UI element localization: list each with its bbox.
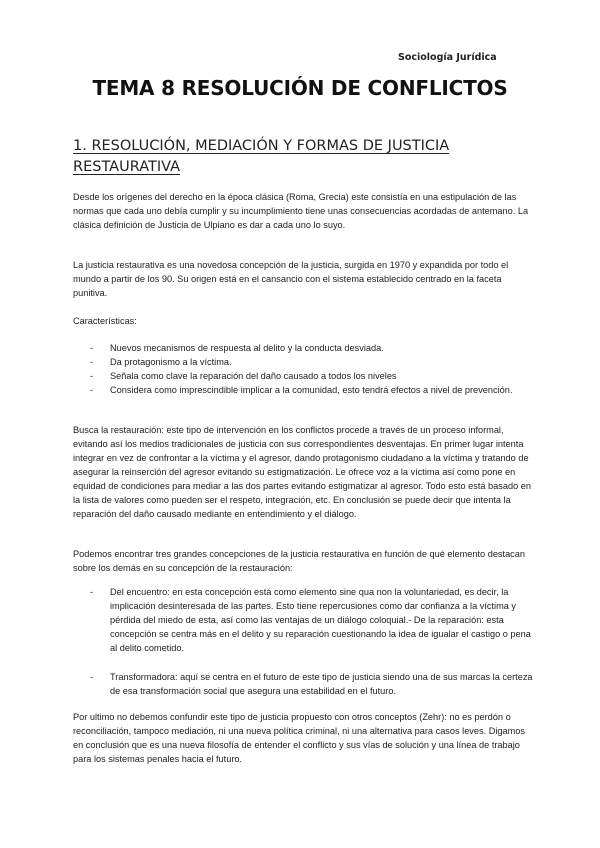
section-heading: 1. RESOLUCIÓN, MEDIACIÓN Y FORMAS DE JUSTICIA RESTAURATIVA	[73, 138, 450, 175]
list-item-text: Del encuentro: en esta concepción está como elemento sine qua non la voluntariedad, es decir, la implicación desinteresada de las partes. Esto tiene repercusiones como dar confianza a la víctima y pérdida del miedo de esta, así como las ventajas de un diálogo coloquial.- De la reparación: esta concepción se centra más en el delito y su reparación cuestionando la idea de igualar el castigo o pena al delito cometido.	[110, 587, 531, 653]
list-item	[73, 355, 533, 369]
list-item-text: Señala como clave la reparación del daño causado a todos los niveles	[110, 371, 397, 381]
characteristics-list	[73, 341, 533, 397]
paragraph-restorative-justice	[73, 258, 533, 300]
dash-bullet: -	[90, 385, 94, 395]
paragraph-text: Desde los orígenes del derecho en la época clásica (Roma, Grecia) este consistía en una estipulación de las normas que cada uno debía cumplir y su incumplimiento tiene unas consecuencias acordadas de antemano. La clásica definición de Justicia de Ulpiano es dar a cada uno lo suyo.	[73, 192, 529, 230]
dash-bullet: -	[90, 672, 94, 682]
dash-bullet: -	[90, 357, 94, 367]
conceptions-list	[73, 585, 533, 698]
list-item	[73, 585, 533, 655]
dash-bullet: -	[90, 371, 94, 381]
dash-bullet: -	[90, 587, 94, 597]
dash-bullet: -	[90, 343, 94, 353]
list-item	[73, 383, 533, 397]
paragraph-conclusion	[73, 710, 533, 766]
paragraph-conceptions-intro	[73, 547, 533, 575]
paragraph-text: La justicia restaurativa es una novedosa concepción de la justicia, surgida en 1970 y expandida por todo el mundo a partir de los 90. Su origen está en el cansancio con el sistema establecido centrado en la faceta punitiva.	[73, 260, 509, 298]
list-item-text: Da protagonismo a la víctima.	[110, 357, 232, 367]
list-item	[73, 369, 533, 383]
paragraph-text: Características:	[73, 316, 137, 326]
paragraph-text: Podemos encontrar tres grandes concepciones de la justicia restaurativa en función de qué elemento destacan sobre los demás en su concepción de la restauración:	[73, 549, 525, 573]
list-item-text: Considera como imprescindible implicar a la comunidad, esto tendrá efectos a nivel de prevención.	[110, 385, 513, 395]
list-item-text: Transformadora: aquí se centra en el futuro de este tipo de justicia siendo una de sus marcas la certeza de esa transformación social que asegura una estabilidad en el futuro.	[110, 672, 533, 696]
paragraph-origins	[73, 190, 533, 232]
list-item	[73, 670, 533, 698]
list-item	[73, 341, 533, 355]
list-item-text: Nuevos mecanismos de respuesta al delito y la conducta desviada.	[110, 343, 384, 353]
characteristics-label	[73, 314, 533, 328]
paragraph-text: Busca la restauración: este tipo de intervención en los conflictos procede a través de un proceso informal, evitando así los medios tradicionales de justicia con sus correspondientes desventajas. En primer lugar intenta integrar en vez de confrontar a la víctima y el agresor, dando protagonismo ciudadano a la víctima y tratando de asegurar la reinserción del agresor evitando su estigmatización. Le ofrece voz a la víctima así como pone en equidad de condiciones para mediar a las dos partes evitando estigmatizar al agresor. Todo esto está basado en la lista de valores como pueden ser el respeto, integración, etc. En conclusión se puede decir que intenta la reparación del daño causado mediante en entendimiento y el diálogo.	[73, 425, 531, 519]
subject-header: Sociología Jurídica	[398, 52, 497, 63]
paragraph-text: Por ultimo no debemos confundir este tipo de justicia propuesto con otros conceptos (Zehr): no es perdón o reconciliación, tampoco mediación, ni una nueva política criminal, ni una alternativa para casos leves. Digamos en conclusión que es una nueva filosofía de entender el conflicto y sus vías de solución y una línea de trabajo para los sistemas penales hacia el futuro.	[73, 712, 525, 764]
paragraph-restoration	[73, 423, 533, 521]
page-title: TEMA 8 RESOLUCIÓN DE CONFLICTOS	[92, 76, 508, 100]
